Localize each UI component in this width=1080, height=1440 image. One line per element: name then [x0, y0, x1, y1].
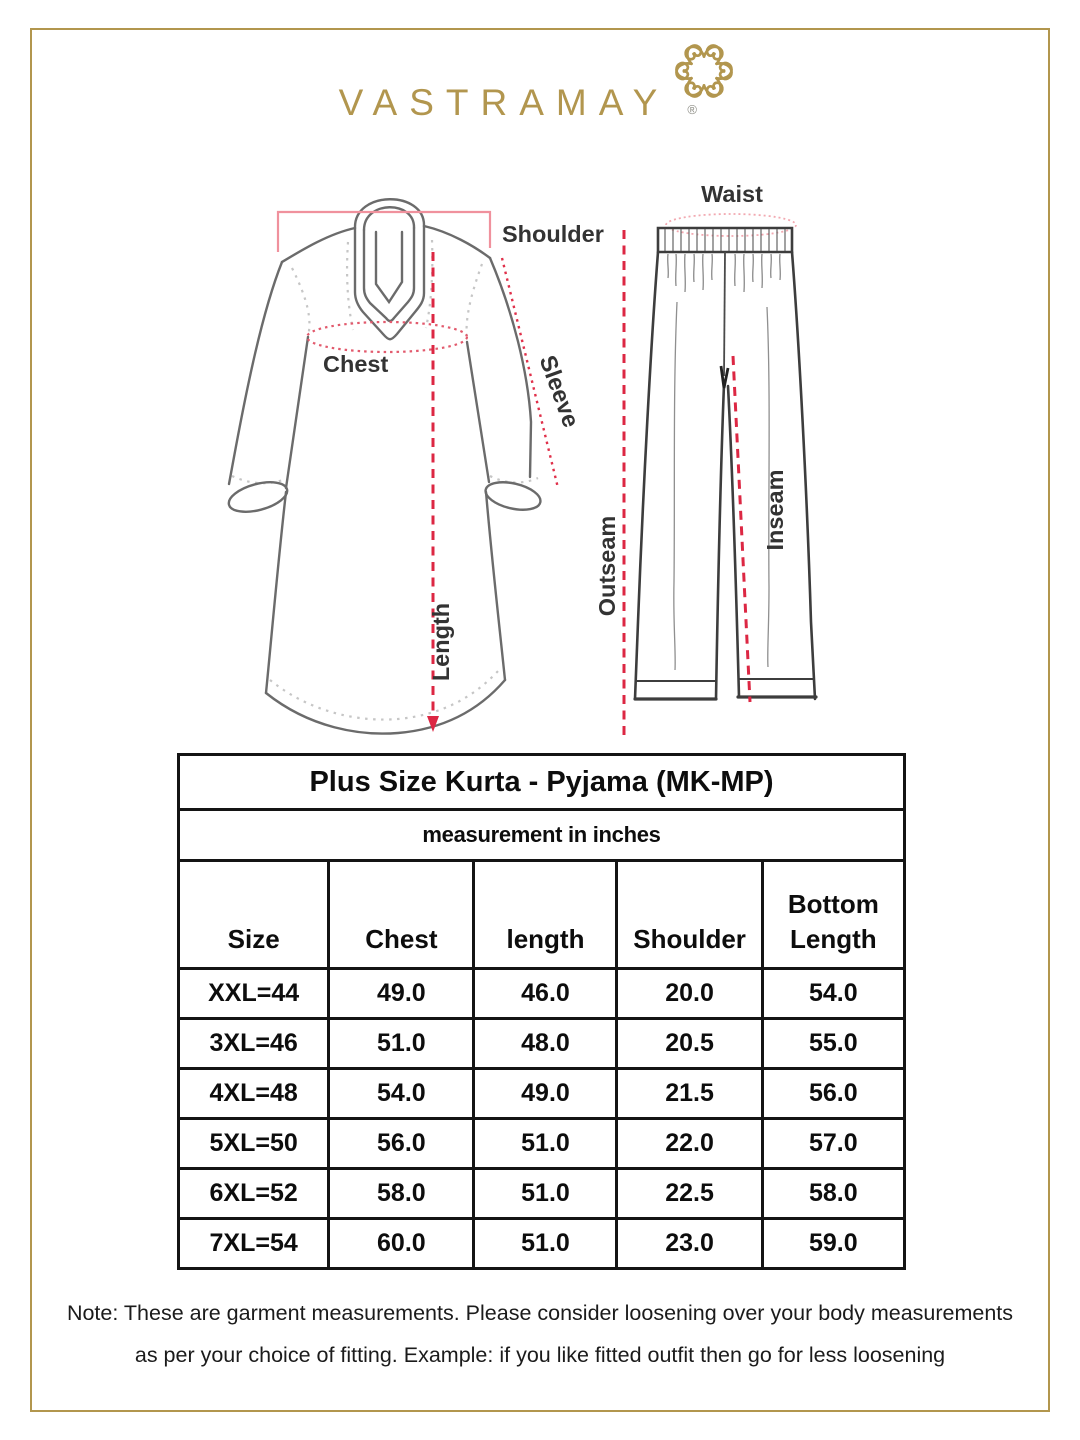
column-header-length: length [474, 861, 617, 969]
kurta-measurement-diagram [150, 162, 620, 742]
inseam-measure-line [733, 356, 750, 702]
floral-mandala-icon [671, 38, 737, 104]
brand-name: VASTRAMAY [338, 82, 670, 123]
table-cell: 51.0 [474, 1169, 617, 1219]
table-row [179, 1069, 905, 1119]
table-cell: 56.0 [329, 1119, 474, 1169]
table-title-row [179, 755, 905, 810]
table-cell: 3XL=46 [179, 1019, 329, 1069]
waist-label: Waist [701, 181, 763, 207]
table-cell: 55.0 [762, 1019, 904, 1069]
length-label: Length [428, 602, 454, 682]
table-cell: 58.0 [329, 1169, 474, 1219]
table-cell: 22.0 [617, 1119, 762, 1169]
table-row [179, 1019, 905, 1069]
table-row [179, 1119, 905, 1169]
table-cell: 22.5 [617, 1169, 762, 1219]
table-cell: 57.0 [762, 1119, 904, 1169]
inseam-label: Inseam [762, 469, 788, 551]
kurta-outline [226, 199, 543, 733]
table-row [179, 1169, 905, 1219]
table-cell: 51.0 [329, 1019, 474, 1069]
sleeve-label: Sleeve [534, 351, 585, 431]
measurement-note [55, 1292, 1025, 1376]
table-title: Plus Size Kurta - Pyjama (MK-MP) [179, 755, 905, 810]
chest-label: Chest [323, 351, 389, 377]
table-cell: 46.0 [474, 969, 617, 1019]
table-cell: 54.0 [762, 969, 904, 1019]
table-cell: 21.5 [617, 1069, 762, 1119]
table-cell: 60.0 [329, 1219, 474, 1269]
table-cell: XXL=44 [179, 969, 329, 1019]
note-line-1: Note: These are garment measurements. Please consider loosening over your body measurements [66, 1301, 1014, 1325]
table-row [179, 969, 905, 1019]
table-cell: 5XL=50 [179, 1119, 329, 1169]
registered-trademark: ® [687, 102, 697, 117]
table-cell: 51.0 [474, 1219, 617, 1269]
table-cell: 49.0 [329, 969, 474, 1019]
table-cell: 23.0 [617, 1219, 762, 1269]
column-header-shoulder: Shoulder [617, 861, 762, 969]
pyjama-measurement-diagram [575, 162, 895, 742]
pyjama-front-seam [724, 252, 725, 376]
column-header-bottom-length: Bottom Length [762, 861, 904, 969]
table-cell: 49.0 [474, 1069, 617, 1119]
table-cell: 7XL=54 [179, 1219, 329, 1269]
table-cell: 6XL=52 [179, 1169, 329, 1219]
table-header-row [179, 861, 905, 969]
note-line-2: as per your choice of fitting. Example: if you like fitted outfit then go for less loosening [134, 1343, 946, 1367]
outseam-label: Outseam [594, 515, 620, 617]
table-cell: 4XL=48 [179, 1069, 329, 1119]
shoulder-label: Shoulder [502, 221, 604, 247]
table-row [179, 1219, 905, 1269]
table-cell: 51.0 [474, 1119, 617, 1169]
column-header-chest: Chest [329, 861, 474, 969]
table-cell: 48.0 [474, 1019, 617, 1069]
table-cell: 20.5 [617, 1019, 762, 1069]
table-cell: 58.0 [762, 1169, 904, 1219]
column-header-size: Size [179, 861, 329, 969]
size-chart-table [177, 753, 906, 1270]
table-cell: 56.0 [762, 1069, 904, 1119]
table-cell: 20.0 [617, 969, 762, 1019]
table-cell: 59.0 [762, 1219, 904, 1269]
kurta-seam-dots [232, 240, 538, 720]
brand-logo [0, 38, 1080, 121]
table-subtitle: measurement in inches [179, 810, 905, 861]
table-cell: 54.0 [329, 1069, 474, 1119]
table-subtitle-row [179, 810, 905, 861]
brand-emblem [671, 38, 741, 118]
